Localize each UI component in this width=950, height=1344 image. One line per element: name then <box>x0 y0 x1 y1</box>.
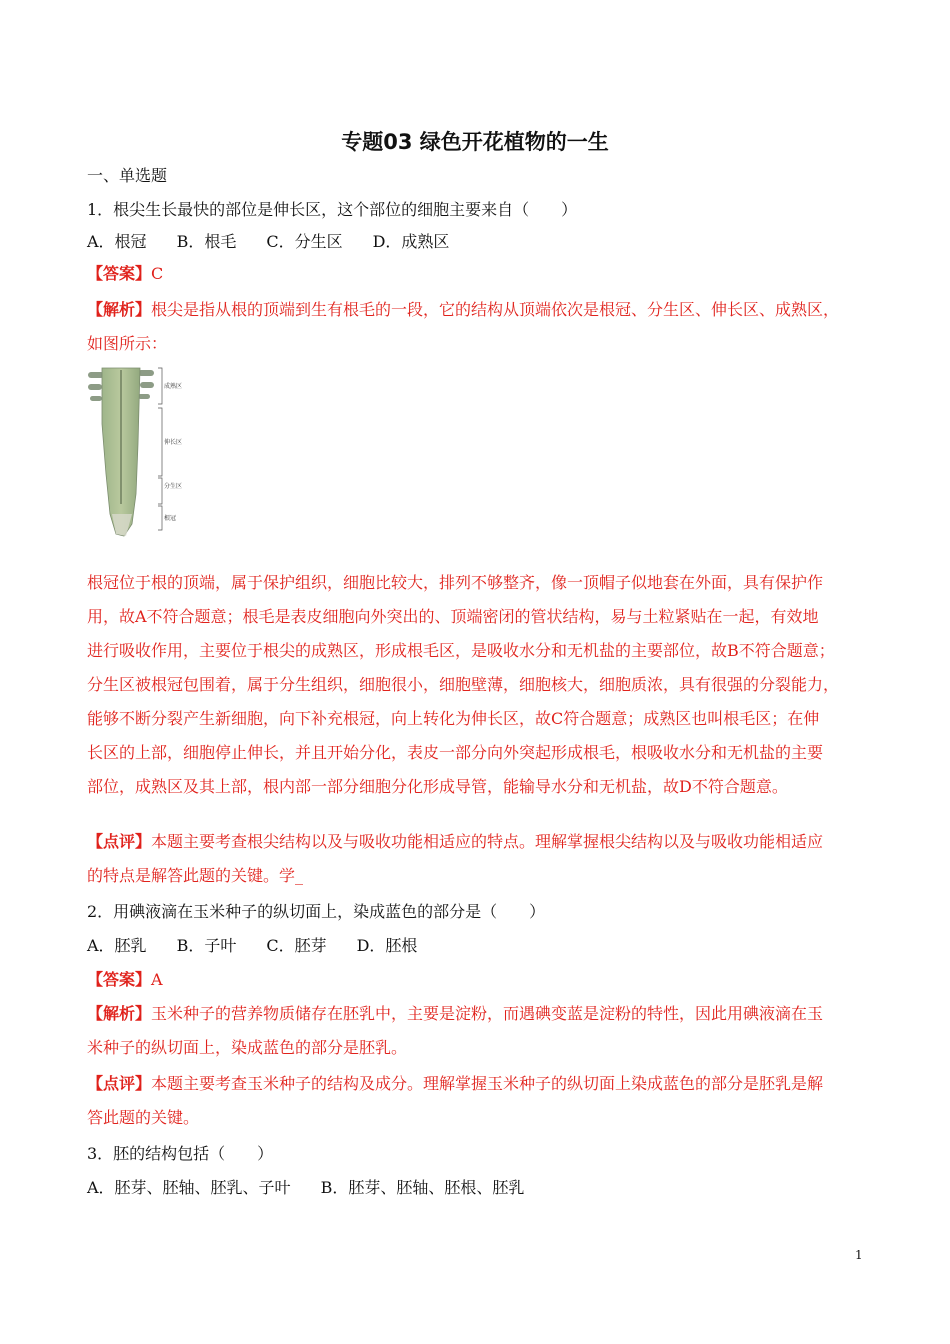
page-title: 专题03 绿色开花植物的一生 <box>341 130 609 154</box>
analysis-line: 长区的上部，细胞停止伸长，并且开始分化，表皮一部分向外突起形成根毛，根吸收水分和无机盐的主要 <box>87 743 824 762</box>
comment-text: 本题主要考查根尖结构以及与吸收功能相适应的特点。理解掌握根尖结构以及与吸收功能相适应 <box>151 832 824 851</box>
label-root-cap: 根冠 <box>164 515 177 522</box>
analysis-text: 玉米种子的营养物质储存在胚乳中，主要是淀粉，而遇碘变蓝是淀粉的特性，因此用碘液滴在玉 <box>151 1004 824 1023</box>
q1-comment <box>87 832 823 852</box>
q1-analysis-body <box>87 566 867 804</box>
q1-answer <box>87 264 163 284</box>
q3-stem: 3．胚的结构包括（ ） <box>87 1144 274 1163</box>
q2-comment-line2: 答此题的关键。 <box>87 1108 200 1127</box>
q2-answer <box>87 970 163 990</box>
q3-option-a: A．胚芽、胚轴、胚乳、子叶 <box>87 1178 291 1197</box>
answer-tag: 【答案】 <box>87 264 152 283</box>
q2-option-b: B．子叶 <box>176 936 237 955</box>
q1-analysis-intro2: 如图所示： <box>87 334 168 353</box>
comment-text: 本题主要考查玉米种子的结构及成分。理解掌握玉米种子的纵切面上染成蓝色的部分是胚乳是解 <box>151 1074 824 1093</box>
analysis-line: 进行吸收作用，主要位于根尖的成熟区，形成根毛区，是吸收水分和无机盐的主要部位，故B不符合题意； <box>87 641 835 660</box>
q1-option-a: A．根冠 <box>87 232 147 251</box>
answer-tag: 【答案】 <box>87 970 152 989</box>
page-number: 1 <box>855 1248 863 1262</box>
analysis-tag: 【解析】 <box>87 300 152 319</box>
analysis-text: 根尖是指从根的顶端到生有根毛的一段，它的结构从顶端依次是根冠、分生区、伸长区、成熟区， <box>151 300 840 319</box>
q2-analysis <box>87 1004 823 1024</box>
q2-stem: 2．用碘液滴在玉米种子的纵切面上，染成蓝色的部分是（ ） <box>87 902 546 921</box>
q1-option-c: C．分生区 <box>266 232 343 251</box>
q2-option-a: A．胚乳 <box>87 936 147 955</box>
root-tip-figure <box>88 364 188 540</box>
comment-tag: 【点评】 <box>87 832 152 851</box>
q1-option-d: D．成熟区 <box>372 232 450 251</box>
label-elongation-zone: 伸长区 <box>164 439 183 446</box>
answer-value: A <box>151 970 163 989</box>
q1-analysis-intro <box>87 300 839 320</box>
analysis-line: 分生区被根冠包围着，属于分生组织，细胞很小，细胞壁薄，细胞核大，细胞质浓，具有很强的分裂能力， <box>87 675 840 694</box>
analysis-line: 部位，成熟区及其上部，根内部一部分细胞分化形成导管，能输导水分和无机盐，故D不符合题意。 <box>87 777 788 796</box>
answer-value: C <box>151 264 164 283</box>
q2-option-c: C．胚芽 <box>266 936 327 955</box>
label-maturation-zone: 成熟区 <box>164 383 183 390</box>
analysis-line: 能够不断分裂产生新细胞，向下补充根冠，向上转化为伸长区，故C符合题意；成熟区也叫根毛区；在伸 <box>87 709 820 728</box>
section-heading: 一、单选题 <box>87 166 168 185</box>
q3-options <box>87 1178 554 1198</box>
q2-comment <box>87 1074 823 1094</box>
q2-options <box>87 936 447 956</box>
label-meristem-zone: 分生区 <box>164 483 183 490</box>
analysis-line: 用，故A不符合题意；根毛是表皮细胞向外突出的、顶端密闭的管状结构，易与土粒紧贴在一起，有效地 <box>87 607 819 626</box>
q3-option-b: B．胚芽、胚轴、胚根、胚乳 <box>320 1178 525 1197</box>
q2-analysis-line2: 米种子的纵切面上，染成蓝色的部分是胚乳。 <box>87 1038 408 1057</box>
q2-option-d: D．胚根 <box>356 936 418 955</box>
comment-tag: 【点评】 <box>87 1074 152 1093</box>
analysis-line: 根冠位于根的顶端，属于保护组织，细胞比较大，排列不够整齐，像一顶帽子似地套在外面，具有保护作 <box>87 573 824 592</box>
q1-comment-line2: 的特点是解答此题的关键。学_ <box>87 866 304 885</box>
q1-option-b: B．根毛 <box>176 232 237 251</box>
q1-stem: 1．根尖生长最快的部位是伸长区，这个部位的细胞主要来自（ ） <box>87 200 578 219</box>
analysis-tag: 【解析】 <box>87 1004 152 1023</box>
q1-options <box>87 232 479 252</box>
